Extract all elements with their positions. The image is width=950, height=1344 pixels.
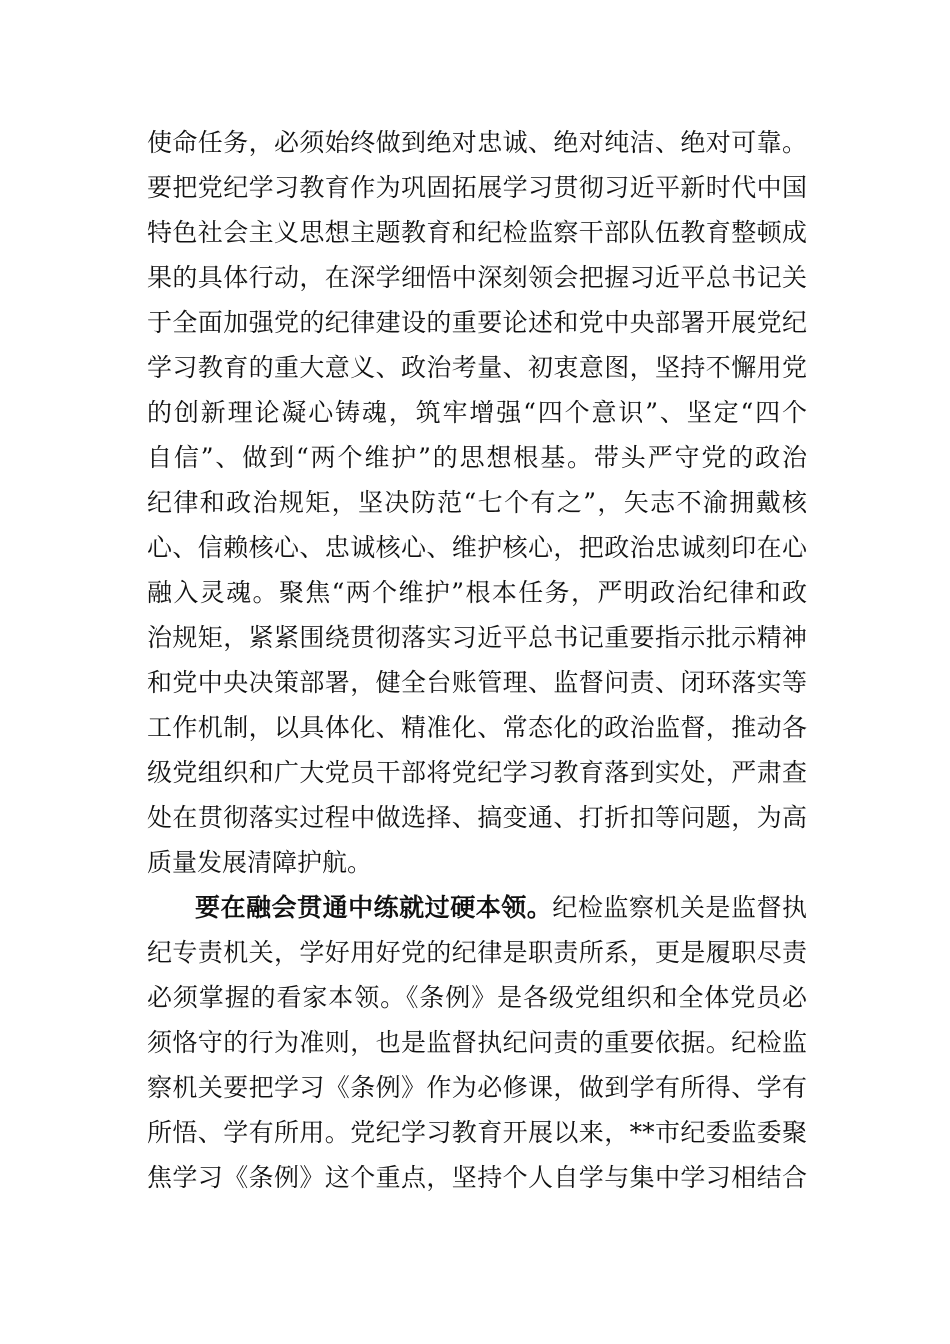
text-line: 纪律和政治规矩，坚决防范“七个有之”，矢志不渝拥戴核	[147, 488, 807, 517]
paragraph-1	[147, 120, 807, 885]
text-line	[147, 885, 807, 930]
text-line: 于全面加强党的纪律建设的重要论述和党中央部署开展党纪	[147, 308, 807, 337]
text-line: 察机关要把学习《条例》作为必修课，做到学有所得、学有	[147, 1073, 807, 1102]
text-line: 学习教育的重大意义、政治考量、初衷意图，坚持不懈用党	[147, 353, 807, 382]
text-span: 纪检监察机关是监督执	[552, 893, 807, 922]
text-line: 处在贯彻落实过程中做选择、搞变通、打折扣等问题，为高	[147, 803, 807, 832]
text-line: 纪专责机关，学好用好党的纪律是职责所系，更是履职尽责	[147, 938, 807, 967]
text-line: 果的具体行动，在深学细悟中深刻领会把握习近平总书记关	[147, 263, 807, 292]
text-line: 工作机制，以具体化、精准化、常态化的政治监督，推动各	[147, 713, 807, 742]
paragraph-2	[147, 885, 807, 1200]
text-line: 质量发展清障护航。	[147, 848, 373, 877]
section-heading: 要在融会贯通中练就过硬本领。	[195, 893, 553, 922]
text-line: 和党中央决策部署，健全台账管理、监督问责、闭环落实等	[147, 668, 807, 697]
text-line: 级党组织和广大党员干部将党纪学习教育落到实处，严肃查	[147, 758, 807, 787]
text-line: 治规矩，紧紧围绕贯彻落实习近平总书记重要指示批示精神	[147, 623, 807, 652]
text-line: 必须掌握的看家本领。《条例》是各级党组织和全体党员必	[147, 983, 807, 1012]
text-line: 的创新理论凝心铸魂，筑牢增强“四个意识”、坚定“四个	[147, 398, 807, 427]
text-line: 焦学习《条例》这个重点，坚持个人自学与集中学习相结合	[147, 1163, 807, 1192]
text-line: 特色社会主义思想主题教育和纪检监察干部队伍教育整顿成	[147, 218, 807, 247]
text-line: 要把党纪学习教育作为巩固拓展学习贯彻习近平新时代中国	[147, 173, 807, 202]
text-line: 融入灵魂。聚焦“两个维护”根本任务，严明政治纪律和政	[147, 578, 807, 607]
text-line: 使命任务，必须始终做到绝对忠诚、绝对纯洁、绝对可靠。	[147, 128, 807, 157]
text-line: 所悟、学有所用。党纪学习教育开展以来，**市纪委监委聚	[147, 1118, 807, 1147]
text-line: 须恪守的行为准则，也是监督执纪问责的重要依据。纪检监	[147, 1028, 807, 1057]
text-line: 自信”、做到“两个维护”的思想根基。带头严守党的政治	[147, 443, 807, 472]
text-line: 心、信赖核心、忠诚核心、维护核心，把政治忠诚刻印在心	[147, 533, 807, 562]
document-page	[147, 120, 807, 1200]
